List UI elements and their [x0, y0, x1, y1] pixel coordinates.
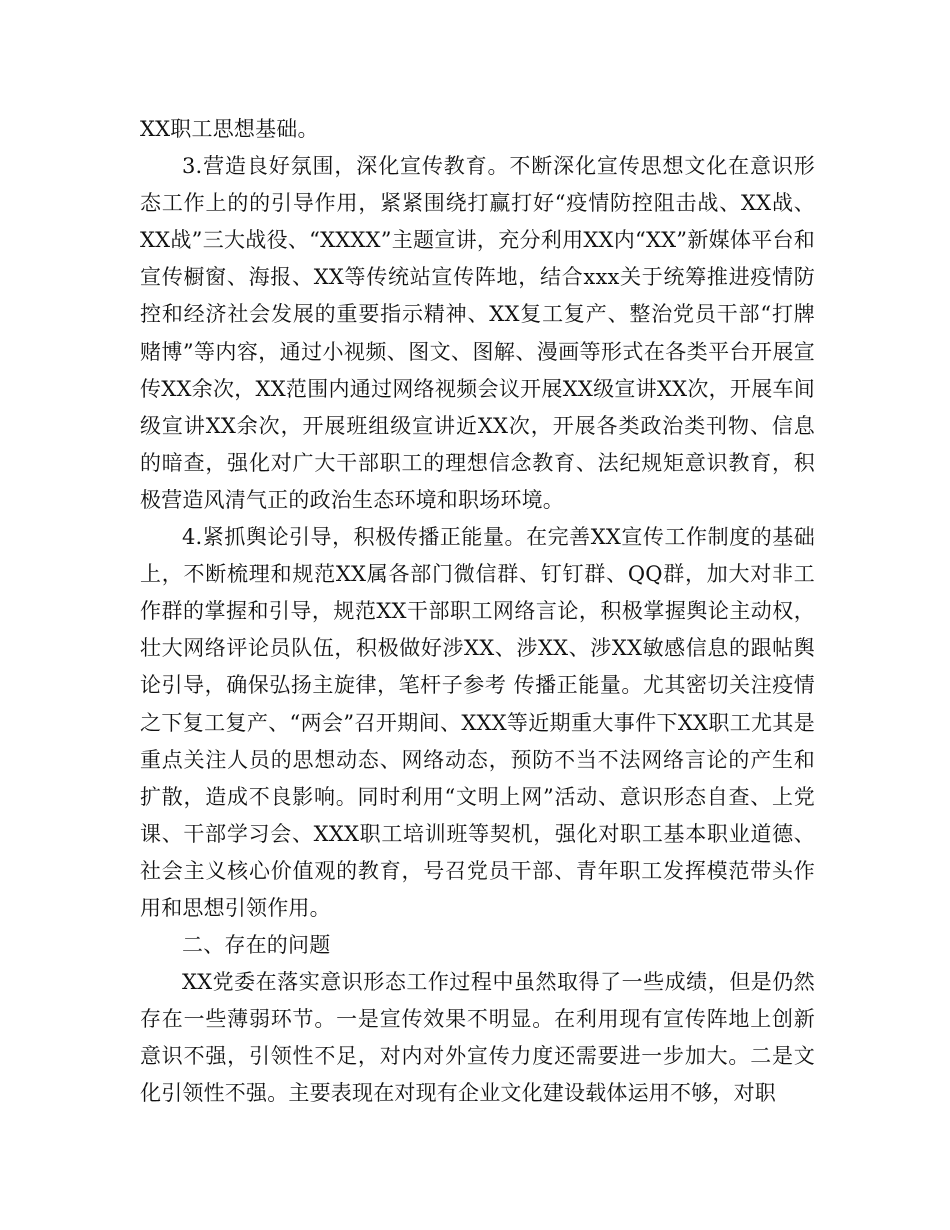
document-body — [140, 111, 815, 1113]
section-heading: 二、存在的问题 — [182, 933, 331, 958]
paragraph-continuation: XX职工思想基础。 — [140, 117, 319, 141]
paragraph-item-4: 4.紧抓舆论引导，积极传播正能量。在完善XX宣传工作制度的基础上，不断梳理和规范XX属各部门微信群、钉钉群、QQ群，加大对非工作群的掌握和引导，规范XX干部职工网络言论，积极掌握舆论主动权，壮大网络评论员队伍，积极做好涉XX、涉XX、涉XX敏感信息的跟帖舆论引导，确保弘扬主旋律，笔杆子参考 传播正能量。尤其密切关注疫情之下复工复产、“两会”召开期间、XXX等近期重大事件下XX职工尤其是重点关注人员的思想动态、网络动态，预防不当不法网络言论的产生和扩散，造成不良影响。同时利用“文明上网”活动、意识形态自查、上党课、干部学习会、XXX职工培训班等契机，强化对职工基本职业道德、社会主义核心价值观的教育，号召党员干部、青年职工发挥模范带头作用和思想引领作用。 — [140, 525, 815, 920]
paragraph-item-3: 3.营造良好氛围，深化宣传教育。不断深化宣传思想文化在意识形态工作上的的引导作用，紧紧围绕打赢打好“疫情防控阻击战、XX战、XX战”三大战役、“XXXX”主题宣讲，充分利用XX内“XX”新媒体平台和宣传橱窗、海报、XX等传统站宣传阵地，结合xxx关于统筹推进疫情防控和经济社会发展的重要指示精神、XX复工复产、整治党员干部“打牌赌博”等内容，通过小视频、图文、图解、漫画等形式在各类平台开展宣传XX余次，XX范围内通过网络视频会议开展XX级宣讲XX次，开展车间级宣讲XX余次，开展班组级宣讲近XX次，开展各类政治类刊物、信息的暗查，强化对广大干部职工的理想信念教育、法纪规矩意识教育，积极营造风清气正的政治生态环境和职场环境。 — [140, 154, 815, 512]
paragraph-problems: XX党委在落实意识形态工作过程中虽然取得了一些成绩，但是仍然存在一些薄弱环节。一是宣传效果不明显。在利用现有宣传阵地上创新意识不强，引领性不足，对内对外宣传力度还需要进一步加大。二是文化引领性不强。主要表现在对现有企业文化建设载体运用不够，对职 — [140, 970, 815, 1106]
